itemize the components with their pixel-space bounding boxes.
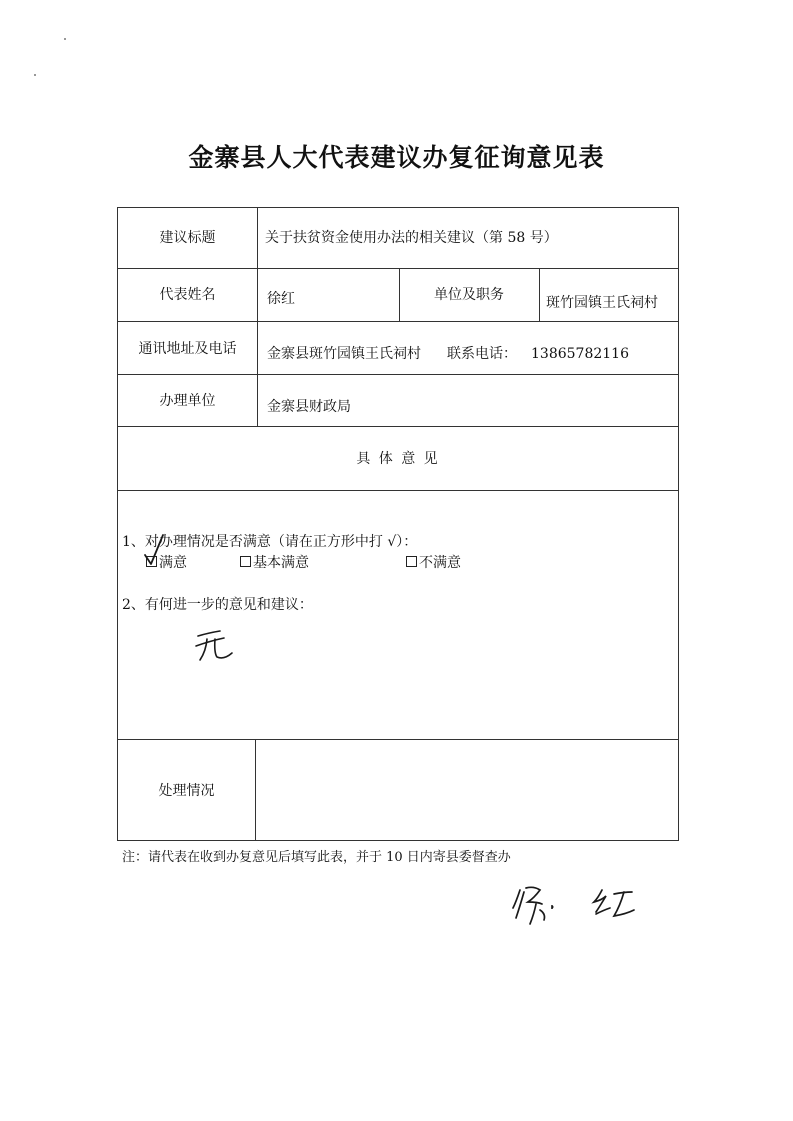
- form-table: [117, 207, 679, 841]
- question-2: 2、有何进一步的意见和建议：: [122, 597, 313, 613]
- row-divider: [118, 490, 678, 491]
- signature: [510, 880, 640, 930]
- handler-value: 金寨县财政局: [267, 399, 351, 415]
- row-divider: [118, 426, 678, 427]
- question-1: 1、对办理情况是否满意（请在正方形中打 √）：: [122, 534, 418, 550]
- phone-value: 13865782116: [531, 346, 629, 362]
- rep-name-label: 代表姓名: [159, 287, 216, 303]
- option-basically-satisfied[interactable]: [240, 553, 309, 573]
- handler-label: 办理单位: [159, 393, 216, 409]
- option-basically-satisfied-label: 基本满意: [253, 555, 309, 571]
- checkbox-not-satisfied[interactable]: [406, 556, 417, 567]
- row-divider: [118, 374, 678, 375]
- row-divider: [118, 268, 678, 269]
- topic-value: 关于扶贫资金使用办法的相关建议（第 58 号）: [265, 230, 558, 246]
- topic-label: 建议标题: [159, 230, 216, 246]
- option-not-satisfied-label: 不满意: [419, 555, 461, 571]
- footnote: 注：请代表在收到办复意见后填写此表，并于 10 日内寄县委督查办: [122, 850, 511, 865]
- column-divider: [539, 268, 540, 321]
- scan-speck: [34, 74, 36, 76]
- opinion-header: 具 体 意 见: [356, 451, 440, 467]
- scan-speck: [64, 38, 66, 40]
- processing-label: 处理情况: [158, 783, 215, 799]
- page-title: 金寨县人大代表建议办复征询意见表: [188, 143, 605, 172]
- row-divider: [118, 321, 678, 322]
- unit-value: 斑竹园镇王氏祠村: [546, 295, 658, 311]
- checkbox-basically-satisfied[interactable]: [240, 556, 251, 567]
- phone-label: 联系电话：: [447, 346, 517, 362]
- option-satisfied-label: 满意: [159, 555, 187, 571]
- check-mark-icon: [142, 533, 166, 569]
- column-divider: [257, 208, 258, 426]
- option-not-satisfied[interactable]: [406, 553, 461, 573]
- address-label: 通讯地址及电话: [138, 341, 237, 357]
- address-value: 金寨县斑竹园镇王氏祠村: [267, 346, 421, 362]
- rep-name-value: 徐红: [267, 291, 295, 307]
- unit-label: 单位及职务: [434, 287, 504, 303]
- handwritten-answer: [194, 627, 236, 663]
- processing-value-empty: [256, 740, 677, 839]
